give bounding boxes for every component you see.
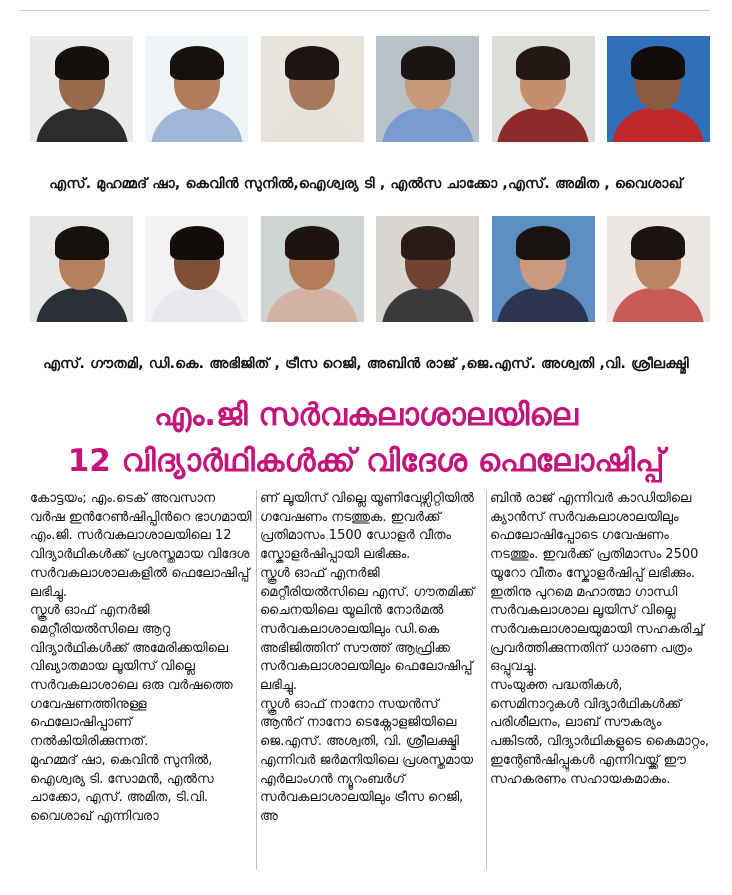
portrait-hair: [401, 46, 455, 80]
portrait-shoulders: [497, 108, 589, 142]
portrait-hair: [631, 46, 685, 80]
headline-line-1: എം.ജി സർവകലാശാലയിലെ: [153, 397, 579, 433]
top-rule: [20, 10, 710, 11]
portrait-hair: [55, 46, 109, 80]
portrait-hair: [170, 226, 224, 260]
portrait-photo-abin-raj: [376, 216, 479, 322]
portrait-hair: [285, 226, 339, 260]
portrait-hair: [55, 226, 109, 260]
photo-row-1: [30, 36, 710, 142]
portrait-shoulders: [151, 108, 243, 142]
portrait-shoulders: [612, 108, 704, 142]
paragraph: സംയുക്ത പദ്ധതികൾ, സെമിനാറുകൾ വിദ്യാർഥികൾക്ക് പരിശീലനം, ലാബ് സൗകര്യം പങ്കിടൽ, വിദ്യാർഥികളുടെ കൈമാറ്റം, ഇന്റേൺഷിപ്പുകൾ എന്നിവയ്ക്ക് ഈ സഹകരണം സഹായകമാകും.: [490, 678, 709, 787]
article-column-1: [30, 490, 252, 870]
paragraph: ബിൻ രാജ് എന്നിവർ കാഡിയിലെ ക്യാൻസ് സർവകലാശാലയിലും ഫെലോഷിപ്പോടെ ഗവേഷണം നടത്തും. ഇവർക്ക് പ്രതിമാസം 2500 യൂറോ വീതം സ്കോളർഷിപ്പ് ലഭിക്കും.: [490, 491, 699, 581]
paragraph: സ്കൂൾ ഓഫ് നാനോ സയൻസ് ആൻറ് നാനോ ടെക്നോളജിയിലെ ജെ.എസ്. അശ്വതി, വി. ശ്രീലക്ഷ്മി എന്നിവർ ജർമനിയിലെ പ്രശസ്തമായ എർലാംഗൻ ന്യൂറംബർഗ് സർവകലാശാലയിലും ട്രീസ റെജി, അ: [260, 696, 474, 824]
photo-caption-row-2: എസ്. ഗൗതമി, ഡി.കെ. അഭിജിത് , ട്രീസ റെജി, അബിൻ രാജ് ,ജെ.എസ്. അശ്വതി ,വി. ശ്രീലക്ഷ്മി: [43, 356, 689, 372]
paragraph: സ്കൂൾ ഓഫ് എനർജി മെറ്റീരിയൽസിലെ എസ്. ഗൗതമിക്ക് ചൈനയിലെ യൂലിൻ നോർമൽ സർവകലാശാലയിലും ഡി.കെ അഭിജിത്തിന് സൗത്ത് ആഫ്രിക്ക സർവകലാശാലയിലും ഫെലോഷിപ്പ് ലഭിച്ചു.: [260, 565, 475, 694]
paragraph: ണ് ലൂയിസ് വില്ലെ യൂണിവേഴ്സിറ്റിയിൽ ഗവേഷണം നടത്തുക. ഇവർക്ക് പ്രതിമാസം 1500 ഡോളർ വീതം സ്കോളർഷിപ്പായി ലഭിക്കും.: [260, 491, 474, 563]
portrait-photo-aswathi: [492, 216, 595, 322]
portrait-shoulders: [382, 108, 474, 142]
portrait-hair: [401, 226, 455, 260]
portrait-shoulders: [266, 108, 358, 142]
portrait-hair: [516, 46, 570, 80]
portrait-photo-treesa-reji: [261, 216, 364, 322]
portrait-hair: [170, 46, 224, 80]
paragraph: കോട്ടയം; എം.ടെക് അവസാന വർഷ ഇൻറേൺഷിപ്പിൻറെ ഭാഗമായി എം.ജി. സർവകലാശാലയിലെ 12 വിദ്യാർഥികൾക്ക് പ്രശസ്തമായ വിദേശ സർവകലാശാലകളിൽ ഫെലോഷിപ്പ് ലഭിച്ചു.: [30, 491, 252, 600]
portrait-photo-abhijith: [145, 216, 248, 322]
portrait-hair: [516, 226, 570, 260]
portrait-shoulders: [151, 288, 243, 322]
portrait-photo-elsa-chacko: [376, 36, 479, 142]
portrait-shoulders: [497, 288, 589, 322]
column-divider: [486, 490, 487, 870]
portrait-hair: [285, 46, 339, 80]
portrait-photo-sreelakshmi: [607, 216, 710, 322]
headline-line-2: 12 വിദ്യാർഥികൾക്ക് വിദേശ ഫെലോഷിപ്പ്: [67, 443, 665, 479]
column-divider: [256, 490, 257, 870]
photo-caption-row-1: എസ്. മുഹമ്മദ് ഷാ, കെവിൻ സുനിൽ,ഐശ്വര്യ ടി , എൽസ ചാക്കോ ,എസ്. അമിത , വൈശാഖ്: [49, 176, 683, 192]
portrait-photo-amitha: [492, 36, 595, 142]
portrait-photo-vaisakh: [607, 36, 710, 142]
portrait-shoulders: [36, 288, 128, 322]
paragraph: മുഹമ്മദ് ഷാ, കെവിൻ സുനിൽ, ഐശ്വര്യ ടി. സോമൻ, എൽസ ചാക്കോ, എസ്. അമിത, ടി.വി. വൈശാഖ് എന്നിവരാ: [30, 752, 214, 824]
portrait-photo-kevin-sunil: [145, 36, 248, 142]
portrait-photo-aishwarya: [261, 36, 364, 142]
photo-row-2: [30, 216, 710, 322]
portrait-shoulders: [266, 288, 358, 322]
portrait-shoulders: [36, 108, 128, 142]
portrait-shoulders: [612, 288, 704, 322]
paragraph: സ്കൂൾ ഓഫ് എനർജി മെറ്റീരിയൽസിലെ ആറു വിദ്യാർഥികൾക്ക് അമേരിക്കയിലെ വിഖ്യാതമായ ലൂയിസ് വില്ലെ സർവകലാശാലെ ഒരു വർഷത്തെ ഗവേഷണത്തിനുള്ള ഫെലോഷിപ്പാണ് നൽകിയിരിക്കുന്നത്.: [30, 603, 233, 750]
article-body: [30, 490, 712, 870]
portrait-hair: [631, 226, 685, 260]
article-column-3: [490, 490, 712, 870]
article-column-2: [260, 490, 482, 870]
portrait-shoulders: [382, 288, 474, 322]
portrait-photo-muhammad-sha: [30, 36, 133, 142]
portrait-photo-gouthami: [30, 216, 133, 322]
paragraph: ഇതിനു പുറമെ മഹാത്മാ ഗാന്ധി സർവകലാശാല ലൂയിസ് വില്ലെ സർവകലാശാലയുമായി സഹകരിച്ച് പ്രവർത്തിക്കുന്നതിന് ധാരണ പത്രം ഒപ്പുവച്ചു.: [490, 584, 704, 675]
